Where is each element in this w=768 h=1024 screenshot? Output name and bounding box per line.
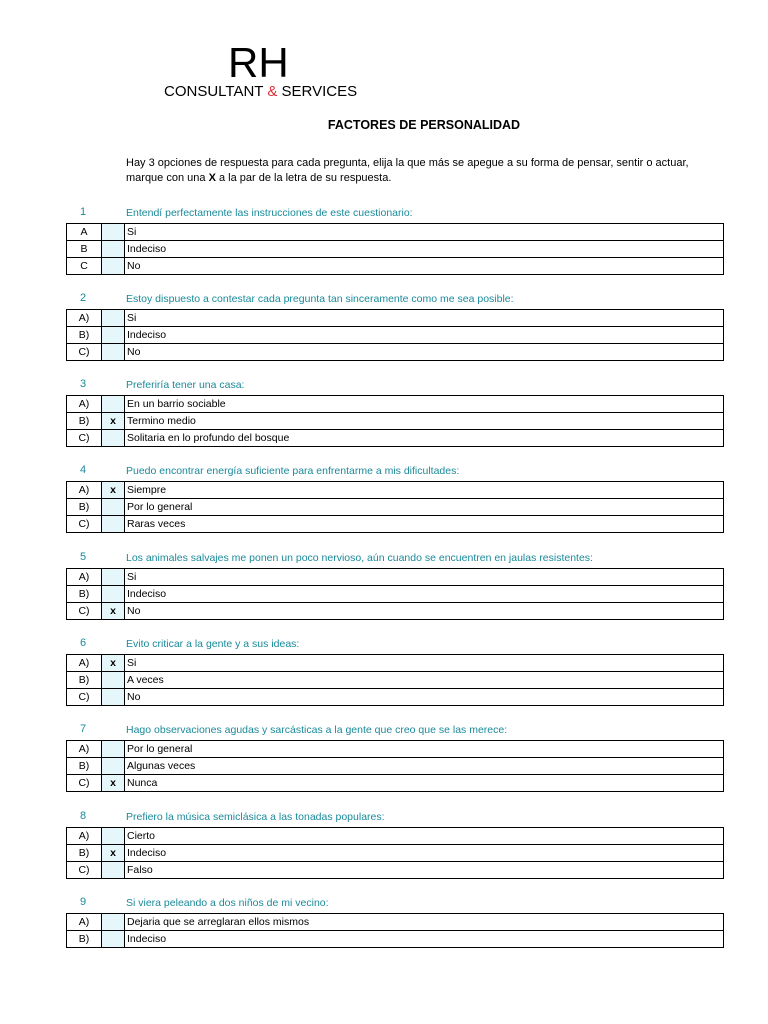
answer-mark-cell[interactable]: [102, 224, 125, 241]
option-letter: C): [67, 344, 102, 361]
option-row: [67, 689, 724, 706]
option-answer: Indeciso: [125, 931, 724, 948]
option-answer: Indeciso: [125, 845, 724, 862]
option-letter: A): [67, 741, 102, 758]
option-letter: A): [67, 828, 102, 845]
question-number: 7: [79, 723, 87, 735]
question-block: [66, 378, 724, 447]
options-table: [66, 568, 724, 620]
question-number: 3: [79, 378, 87, 390]
question-block: [66, 206, 724, 275]
question-header: [66, 292, 724, 309]
instructions-part1: Hay 3 opciones de respuesta para cada pregunta, elija la que más se apegue a su forma de pensar, sentir o actuar, marque con una: [126, 157, 689, 184]
option-letter: A): [67, 396, 102, 413]
option-answer: Raras veces: [125, 516, 724, 533]
option-answer: No: [125, 344, 724, 361]
answer-mark-cell[interactable]: x: [102, 603, 125, 620]
answer-mark-cell[interactable]: [102, 258, 125, 275]
question-text: Estoy dispuesto a contestar cada pregunta tan sinceramente como me sea posible:: [126, 293, 514, 305]
option-letter: A: [67, 224, 102, 241]
answer-mark-cell[interactable]: [102, 499, 125, 516]
question-number: 2: [79, 292, 87, 304]
option-letter: B): [67, 758, 102, 775]
options-table: [66, 740, 724, 792]
option-row: [67, 327, 724, 344]
option-row: [67, 758, 724, 775]
option-letter: A): [67, 569, 102, 586]
options-table: [66, 395, 724, 447]
option-letter: B): [67, 845, 102, 862]
option-letter: C): [67, 862, 102, 879]
answer-mark-cell[interactable]: [102, 914, 125, 931]
logo-subtitle: [164, 83, 357, 101]
option-letter: C): [67, 430, 102, 447]
option-row: [67, 672, 724, 689]
option-answer: Termino medio: [125, 413, 724, 430]
answer-mark-cell[interactable]: [102, 862, 125, 879]
option-row: [67, 741, 724, 758]
document-title: FACTORES DE PERSONALIDAD: [327, 118, 521, 132]
question-block: [66, 464, 724, 533]
answer-mark-cell[interactable]: [102, 516, 125, 533]
question-header: [66, 637, 724, 654]
question-block: [66, 292, 724, 361]
option-row: [67, 224, 724, 241]
option-letter: A): [67, 482, 102, 499]
option-answer: Si: [125, 655, 724, 672]
logo-sub-right: SERVICES: [277, 83, 358, 100]
logo-ampersand: &: [267, 83, 278, 100]
option-row: [67, 516, 724, 533]
option-row: [67, 396, 724, 413]
option-answer: Cierto: [125, 828, 724, 845]
answer-mark-cell[interactable]: [102, 430, 125, 447]
option-answer: Si: [125, 569, 724, 586]
options-table: [66, 913, 724, 948]
answer-mark-cell[interactable]: x: [102, 655, 125, 672]
option-letter: C): [67, 775, 102, 792]
option-letter: B): [67, 931, 102, 948]
option-row: [67, 828, 724, 845]
option-row: [67, 655, 724, 672]
question-text: Evito criticar a la gente y a sus ideas:: [126, 638, 300, 650]
question-block: [66, 723, 724, 792]
option-answer: Indeciso: [125, 241, 724, 258]
option-answer: Nunca: [125, 775, 724, 792]
answer-mark-cell[interactable]: x: [102, 775, 125, 792]
answer-mark-cell[interactable]: [102, 396, 125, 413]
option-answer: Indeciso: [125, 327, 724, 344]
option-letter: B): [67, 672, 102, 689]
answer-mark-cell[interactable]: x: [102, 413, 125, 430]
answer-mark-cell[interactable]: x: [102, 845, 125, 862]
question-text: Hago observaciones agudas y sarcásticas a la gente que creo que se las merece:: [126, 724, 508, 736]
option-letter: A): [67, 655, 102, 672]
answer-mark-cell[interactable]: [102, 241, 125, 258]
option-row: [67, 241, 724, 258]
question-text: Puedo encontrar energía suficiente para enfrentarme a mis dificultades:: [126, 465, 460, 477]
answer-mark-cell[interactable]: [102, 741, 125, 758]
option-answer: Siempre: [125, 482, 724, 499]
option-answer: Algunas veces: [125, 758, 724, 775]
question-number: 6: [79, 637, 87, 649]
option-answer: No: [125, 258, 724, 275]
option-row: [67, 775, 724, 792]
answer-mark-cell[interactable]: [102, 586, 125, 603]
question-header: [66, 378, 724, 395]
option-answer: Dejaria que se arreglaran ellos mismos: [125, 914, 724, 931]
option-letter: B): [67, 413, 102, 430]
option-row: [67, 603, 724, 620]
question-text: Entendí perfectamente las instrucciones de este cuestionario:: [126, 207, 413, 219]
logo-sub-left: CONSULTANT: [164, 83, 268, 100]
option-answer: Por lo general: [125, 499, 724, 516]
answer-mark-cell[interactable]: [102, 310, 125, 327]
option-row: [67, 258, 724, 275]
option-letter: C): [67, 603, 102, 620]
instructions-part2: a la par de la letra de su respuesta.: [215, 172, 392, 184]
option-answer: Si: [125, 310, 724, 327]
answer-mark-cell[interactable]: x: [102, 482, 125, 499]
question-block: [66, 637, 724, 706]
option-row: [67, 862, 724, 879]
option-answer: Por lo general: [125, 741, 724, 758]
question-header: [66, 723, 724, 740]
logo-rh: RH: [228, 39, 289, 86]
instructions-bold-x: X: [208, 172, 216, 184]
question-text: Preferiría tener una casa:: [126, 379, 245, 391]
options-table: [66, 309, 724, 361]
option-letter: B): [67, 327, 102, 344]
option-letter: A): [67, 310, 102, 327]
options-table: [66, 481, 724, 533]
question-text: Los animales salvajes me ponen un poco nervioso, aún cuando se encuentren en jaulas resistentes:: [126, 552, 593, 564]
question-number: 9: [79, 896, 87, 908]
option-letter: C: [67, 258, 102, 275]
option-row: [67, 569, 724, 586]
options-table: [66, 654, 724, 706]
option-letter: B): [67, 499, 102, 516]
options-table: [66, 827, 724, 879]
option-row: [67, 845, 724, 862]
option-row: [67, 931, 724, 948]
option-letter: B): [67, 586, 102, 603]
question-number: 5: [79, 551, 87, 563]
question-text: Prefiero la música semiclásica a las tonadas populares:: [126, 811, 385, 823]
question-header: [66, 896, 724, 913]
option-row: [67, 413, 724, 430]
options-table: [66, 223, 724, 275]
option-answer: Indeciso: [125, 586, 724, 603]
question-block: [66, 810, 724, 879]
question-number: 4: [79, 464, 87, 476]
option-row: [67, 310, 724, 327]
option-answer: Solitaria en lo profundo del bosque: [125, 430, 724, 447]
question-block: [66, 551, 724, 620]
question-header: [66, 206, 724, 223]
option-letter: C): [67, 689, 102, 706]
question-number: 1: [79, 206, 87, 218]
question-header: [66, 810, 724, 827]
answer-mark-cell[interactable]: [102, 758, 125, 775]
instructions: [126, 156, 726, 186]
option-row: [67, 482, 724, 499]
answer-mark-cell[interactable]: [102, 569, 125, 586]
option-answer: Falso: [125, 862, 724, 879]
option-answer: En un barrio sociable: [125, 396, 724, 413]
option-answer: A veces: [125, 672, 724, 689]
answer-mark-cell[interactable]: [102, 931, 125, 948]
question-header: [66, 464, 724, 481]
answer-mark-cell[interactable]: [102, 828, 125, 845]
option-answer: No: [125, 689, 724, 706]
option-answer: No: [125, 603, 724, 620]
option-row: [67, 586, 724, 603]
answer-mark-cell[interactable]: [102, 689, 125, 706]
question-block: [66, 896, 724, 948]
question-header: [66, 551, 724, 568]
option-letter: C): [67, 516, 102, 533]
question-number: 8: [79, 810, 87, 822]
option-row: [67, 914, 724, 931]
answer-mark-cell[interactable]: [102, 327, 125, 344]
option-letter: B: [67, 241, 102, 258]
option-row: [67, 430, 724, 447]
option-row: [67, 499, 724, 516]
question-text: Si viera peleando a dos niños de mi vecino:: [126, 897, 329, 909]
option-answer: Si: [125, 224, 724, 241]
option-letter: A): [67, 914, 102, 931]
answer-mark-cell[interactable]: [102, 672, 125, 689]
option-row: [67, 344, 724, 361]
answer-mark-cell[interactable]: [102, 344, 125, 361]
